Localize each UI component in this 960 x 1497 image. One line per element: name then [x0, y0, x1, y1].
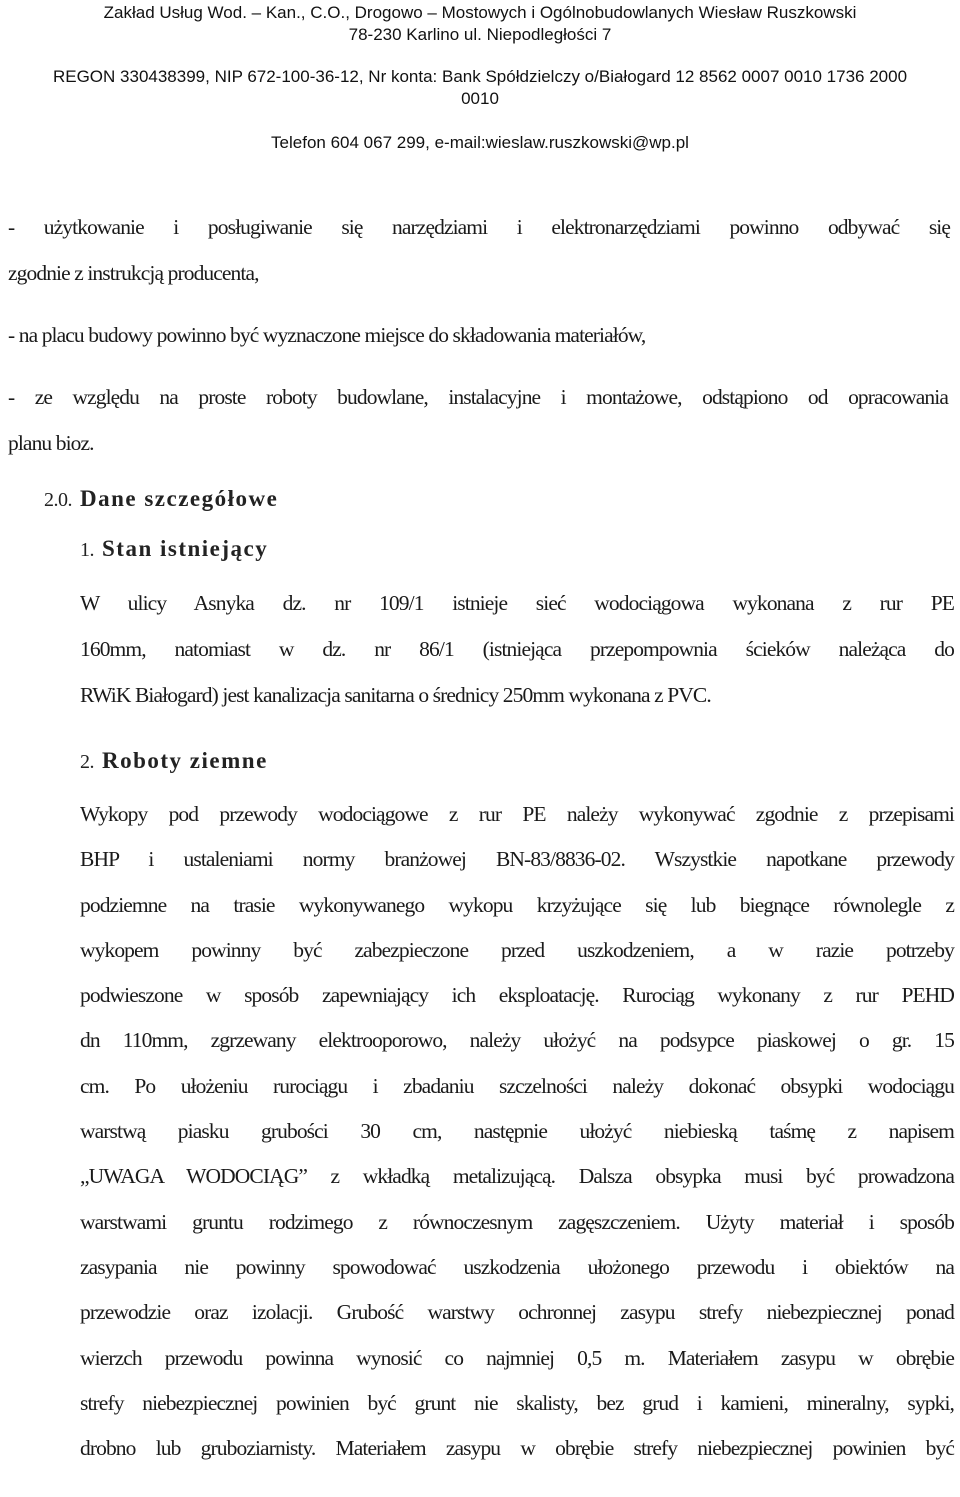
text-line: „UWAGA WODOCIĄG” z wkładką metalizującą. Dalsza obsypka musi być prowadzona: [80, 1164, 954, 1189]
company-registration: REGON 330438399, NIP 672-100-36-12, Nr konta: Bank Spółdzielczy o/Białogard 12 8562 0007 0010 1736 2000: [52, 67, 908, 86]
text-line: Wykopy pod przewody wodociągowe z rur PE należy wykonywać zgodnie z przepisami: [80, 802, 954, 826]
text-line: - ze względu na proste roboty budowlane, instalacyjne i montażowe, odstąpiono od opracowania: [8, 385, 948, 409]
text-line: cm. Po ułożeniu rurociągu i zbadaniu szczelności należy dokonać obsypki wodociągu: [80, 1073, 954, 1098]
company-contact: Telefon 604 067 299, e-mail:wieslaw.ruszkowski@wp.pl: [271, 133, 689, 152]
text-line: - użytkowanie i posługiwanie się narzędziami i elektronarzędziami powinno odbywać się: [8, 215, 950, 239]
company-address: 78-230 Karlino ul. Niepodległości 7: [348, 25, 612, 44]
section-title: Dane szczegółowe: [80, 486, 279, 511]
company-account-continuation: 0010: [461, 89, 499, 108]
text-line: BHP i ustaleniami normy branżowej BN-83/8836-02. Wszystkie napotkane przewody: [80, 847, 954, 872]
text-line: przewodzie oraz izolacji. Grubość warstwy ochronnej zasypu strefy niebezpiecznej ponad: [80, 1300, 954, 1325]
text-line: zasypania nie powinny spowodować uszkodzenia ułożonego przewodu i obiektów na: [80, 1254, 954, 1279]
bullet-storage: [0, 312, 960, 358]
bullet-bioz: [0, 374, 960, 466]
text-line: RWiK Białogard) jest kanalizacja sanitarna o średnicy 250mm wykonana z PVC.: [80, 683, 711, 707]
text-line: warstwą piasku grubości 30 cm, następnie ułożyć niebieską taśmę z napisem: [80, 1119, 954, 1144]
section-number: 2.0.: [44, 489, 72, 511]
subsection-number: 2.: [80, 751, 94, 773]
text-line: wykopem powinny być zabezpieczone przed uszkodzeniem, a w razie potrzeby: [80, 937, 954, 962]
paragraph-existing-state: [0, 580, 960, 718]
text-line: zgodnie z instrukcją producenta,: [8, 261, 259, 285]
document-body: [0, 204, 960, 1471]
section-heading: [0, 486, 960, 512]
text-line: drobno lub gruboziarnisty. Materiałem zasypu w obrębie strefy niebezpiecznej powinien być: [80, 1436, 954, 1461]
text-line: warstwami gruntu rodzimego z równoczesnym zagęszczeniem. Użyty materiał i sposób: [80, 1209, 954, 1234]
text-line: planu bioz.: [8, 431, 94, 455]
text-line: W ulicy Asnyka dz. nr 109/1 istnieje sieć wodociągowa wykonana z rur PE: [80, 591, 954, 615]
subsection-heading-existing: [0, 536, 960, 562]
letterhead: [0, 0, 960, 154]
text-line: podwieszone w sposób zapewniający ich eksploatację. Rurociąg wykonany z rur PEHD: [80, 983, 954, 1008]
paragraph-earthworks: [0, 792, 960, 1471]
subsection-number: 1.: [80, 539, 94, 561]
text-line: podziemne na trasie wykonywanego wykopu krzyżujące się lub biegnące równolegle z: [80, 892, 954, 917]
company-name: Zakład Usług Wod. – Kan., C.O., Drogowo – Mostowych i Ogólnobudowlanych Wiesław Ruszkowski: [103, 3, 857, 22]
text-line: strefy niebezpiecznej powinien być grunt nie skalisty, bez grud i kamieni, mineralny, sypki,: [80, 1390, 954, 1415]
text-line: 160mm, natomiast w dz. nr 86/1 (istniejąca przepompownia ścieków należąca do: [80, 637, 954, 661]
text-line: wierzch przewodu powinna wynosić co najmniej 0,5 m. Materiałem zasypu w obrębie: [80, 1345, 954, 1370]
text-line: - na placu budowy powinno być wyznaczone miejsce do składowania materiałów,: [8, 323, 646, 347]
subsection-title: Stan istniejący: [102, 536, 269, 561]
text-line: dn 110mm, zgrzewany elektrooporowo, należy ułożyć na podsypce piaskowej o gr. 15: [80, 1028, 954, 1053]
subsection-heading-earthworks: [0, 748, 960, 774]
subsection-title: Roboty ziemne: [102, 748, 268, 773]
bullet-tools: [0, 204, 960, 296]
